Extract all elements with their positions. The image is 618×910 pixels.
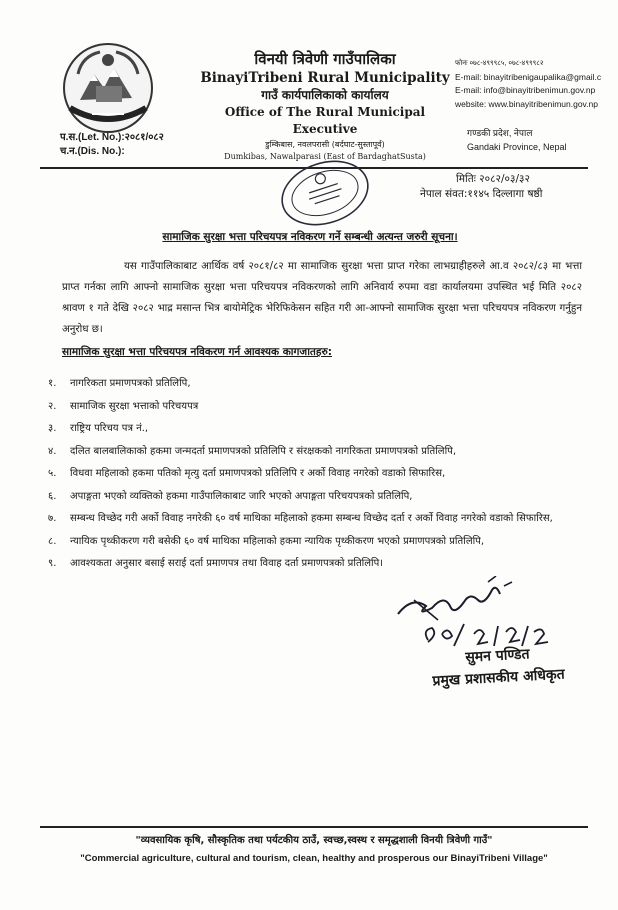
footer-motto: [40, 832, 588, 868]
signer-name: सुमन पण्डित: [464, 646, 530, 666]
list-item: [48, 441, 588, 464]
list-item: [48, 553, 588, 576]
item-text: राष्ट्रिय परिचय पत्र नं.,: [70, 423, 149, 434]
office-name-nepali: विनयी त्रिवेणी गाउँपालिका: [254, 50, 396, 68]
item-text: नागरिकता प्रमाणपत्रको प्रतिलिपि,: [70, 378, 191, 389]
footer-divider: [40, 826, 588, 828]
item-text: न्यायिक पृथ्कीकरण गरी बसेकी ६० वर्ष माथिका महिलाको हकमा न्यायिक पृथ्कीकरण भएको प्रमाणपत्रको प्रतिलिपि,: [70, 535, 485, 547]
item-number: ८.: [48, 535, 57, 547]
office-sub-english: Office of The Rural Municipal Executive: [224, 105, 426, 136]
office-stamp: [270, 152, 380, 234]
item-number: ९.: [48, 558, 57, 569]
nepal-emblem-logo: [60, 38, 156, 134]
address-nepali: डुम्किबास, नवलपरासी (बर्दघाट-सुस्तापूर्व): [265, 140, 385, 149]
signer-block: [417, 641, 579, 693]
item-text: आवश्यकता अनुसार बसाई सराई दर्ता प्रमाणपत्र तथा विवाह दर्ता प्रमाणपत्रको प्रतिलिपि।: [70, 558, 384, 569]
item-number: ४.: [48, 445, 57, 457]
item-text: अपाङ्गता भएको व्यक्तिको हकमा गाउँपालिकाबाट जारि भएको अपाङ्गता परिचयपत्रको प्रतिलिपि,: [70, 490, 413, 502]
requirements-list: [48, 373, 588, 576]
requirements-heading: सामाजिक सुरक्षा भत्ता परिचयपत्र नविकरण गर्न आवश्यक कागजातहरु:: [62, 346, 332, 358]
province-english: Gandaki Province, Nepal: [467, 142, 567, 152]
item-text: सामाजिक सुरक्षा भत्ताको परिचयपत्र: [70, 400, 199, 412]
contact-block: [455, 57, 615, 111]
letter-date: मितिः २०८२/०३/३२: [456, 173, 530, 185]
body-text: यस गाउँपालिकाबाट आर्थिक वर्ष २०८१/८२ मा सामाजिक सुरक्षा भत्ता प्राप्त गरेका लाभग्राहीहरुले आ.व २०८२/८३ मा भत्ता प्राप्त गर्नका लागि आफ्नो सामाजिक सुरक्षा भत्ता परिचयपत्र नविकरणको लागि अनिवार्य रुपमा वडा कार्यालयमा उपस्थित भई मिति २०८२ श्रावण १ गते देखि २०८२ भाद्र मसान्त भित्र बायोमेट्रिक भेरिफिकेसन सहित गरी आ-आफ्नो सामाजिक सुरक्षा भत्ता परिचयपत्र नविकरण गर्नुहुन अनुरोध छ।: [62, 261, 582, 335]
letter-number: प.स.(Let. No.):२०८१/०८२: [60, 132, 164, 143]
item-number: ३.: [48, 423, 57, 434]
list-item: [48, 373, 588, 396]
signer-title: प्रमुख प्रशासकीय अधिकृत: [432, 666, 566, 690]
list-item: [48, 508, 588, 531]
reference-numbers: [60, 131, 164, 159]
subject-text: सामाजिक सुरक्षा भत्ता परिचयपत्र नविकरण गर्ने सम्बन्धी अत्यन्त जरुरी सूचना।: [162, 231, 458, 243]
item-text: दलित बालबालिकाको हकमा जन्मदर्ता प्रमाणपत्रको प्रतिलिपि र संरक्षकको नागरिकता प्रमाणपत्रको प्रतिलिपि,: [70, 445, 457, 457]
email-2: E-mail: info@binayitribenimun.gov.np: [455, 85, 596, 95]
province-nepali: गण्डकी प्रदेश, नेपाल: [467, 128, 533, 138]
list-item: [48, 531, 588, 554]
item-text: विधवा महिलाको हकमा पतिको मृत्यु दर्ता प्रमाणपत्रको प्रतिलिपि र अर्को विवाह नगरेको वडाको सिफारिस,: [70, 468, 446, 479]
notice-body: [62, 256, 582, 340]
office-sub-nepali: गाउँ कार्यपालिकाको कार्यालय: [261, 88, 389, 102]
nepal-sambat-date: नेपाल संवत:११४५ दिल्लागा षष्ठी: [420, 188, 543, 200]
list-item: [48, 486, 588, 509]
notice-subject: [40, 230, 580, 244]
item-number: २.: [48, 400, 57, 412]
motto-nepali: "व्यवसायिक कृषि, सौस्कृतिक तथा पर्यटकीय ठाउँ, स्वच्छ,स्वस्थ र समृद्धशाली विनयी त्रिवेणी गाउँ": [135, 835, 493, 846]
list-item: [48, 463, 588, 486]
list-item: [48, 418, 588, 441]
item-number: ६.: [48, 490, 57, 502]
item-number: १.: [48, 378, 57, 389]
item-text: सम्बन्ध विच्छेद गरी अर्को विवाह नगरेकी ६० वर्ष माथिका महिलाको हकमा सम्बन्ध विच्छेद दर्ता र अर्को विवाह नगरेको वडाको सिफारिस,: [70, 513, 553, 524]
province-block: [467, 126, 567, 154]
phone-numbers: फोनः ०७८-४९९९८५, ०७८-४९९९८२: [455, 60, 544, 67]
item-number: ७.: [48, 513, 57, 524]
item-number: ५.: [48, 468, 57, 479]
dispatch-number: च.न.(Dis. No.):: [60, 146, 125, 157]
address-english: Dumkibas, Nawalparasi (East of BardaghatSusta): [224, 152, 426, 161]
header-office-block: [200, 50, 450, 163]
motto-english: "Commercial agriculture, cultural and tourism, clean, healthy and prosperous our BinayiTribeni Village": [80, 853, 548, 864]
office-name-english: BinayiTribeni Rural Municipality: [200, 70, 450, 86]
date-block: [420, 172, 610, 202]
list-item: [48, 396, 588, 419]
website: website: www.binayitribenimun.gov.np: [455, 98, 598, 109]
email-1: E-mail: binayitribenigaupalika@gmail.c: [455, 71, 602, 82]
